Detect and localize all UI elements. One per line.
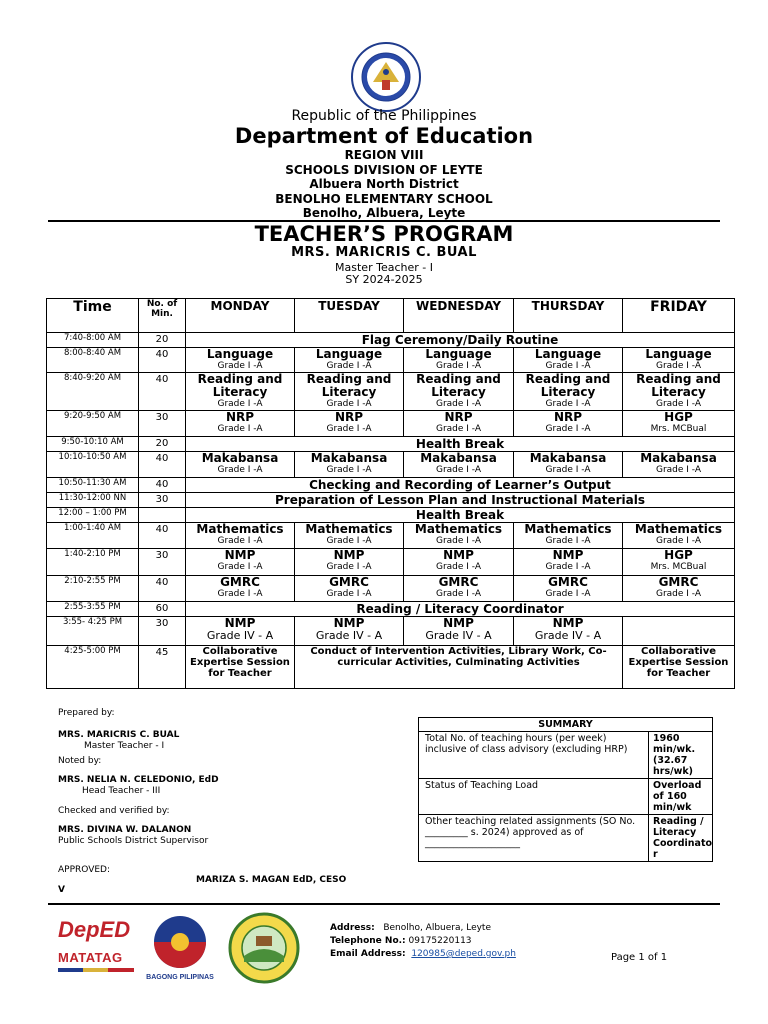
subject-label: GMRC (329, 575, 369, 589)
day-cell (404, 373, 514, 411)
summary-row (419, 779, 713, 815)
day-cell (295, 373, 404, 411)
region-label: REGION VIII (344, 148, 424, 162)
minutes-cell: 30 (139, 549, 186, 576)
subject-label: Reading and Literacy (636, 372, 721, 399)
grade-label: Grade I -A (435, 465, 482, 475)
subject-label: Mathematics (524, 522, 612, 536)
time-cell: 8:40-9:20 AM (47, 373, 139, 411)
day-cell (623, 348, 735, 373)
grade-label: Grade IV - A (315, 629, 383, 642)
time-cell: 4:25-5:00 PM (47, 646, 139, 689)
subject-label: Makabansa (420, 451, 497, 465)
footer-email-link[interactable]: 120985@deped.gov.ph (411, 949, 516, 959)
bagong-pilipinas-emblem (144, 915, 216, 969)
day-cell (186, 373, 295, 411)
time-cell: 1:00-1:40 AM (47, 523, 139, 549)
day-cell (404, 576, 514, 602)
minutes-cell: 60 (139, 602, 186, 617)
day-cell (514, 523, 623, 549)
subject-label: Mathematics (634, 522, 723, 536)
activity-span-cell: Health Break (186, 437, 735, 452)
subject-label: Reading and Literacy (197, 372, 283, 399)
activity-span-cell: Checking and Recording of Learner’s Output (186, 478, 735, 493)
subject-label: HGP (664, 548, 693, 562)
summary-value: Overload of 160 min/wk (649, 779, 713, 815)
grade-label: Grade I -A (545, 465, 591, 475)
time-cell: 8:00-8:40 AM (47, 348, 139, 373)
subject-label: Reading and Literacy (525, 372, 611, 399)
col-min: No. of Min. (139, 299, 186, 333)
day-cell (186, 549, 295, 576)
day-cell (404, 452, 514, 478)
minutes-cell: 45 (139, 646, 186, 689)
grade-label: Grade I -A (435, 424, 482, 434)
collab-cell: Collaborative Expertise Session for Teacher (623, 646, 735, 689)
table-row (47, 452, 735, 478)
school-label: BENOLHO ELEMENTARY SCHOOL (275, 191, 493, 206)
grade-label: Grade I -A (655, 536, 702, 546)
summary-value: 1960 min/wk. (32.67 hrs/wk) (649, 732, 713, 779)
prepared-label: Prepared by: (58, 708, 115, 718)
grade-label: Grade I -A (326, 562, 372, 572)
grade-label: Grade I -A (655, 361, 702, 371)
table-row (47, 576, 735, 602)
subject-label: Makabansa (201, 451, 279, 465)
grade-label: Grade I -A (435, 589, 482, 599)
minutes-cell: 40 (139, 478, 186, 493)
col-friday: FRIDAY (623, 299, 735, 333)
subject-label: Makabansa (640, 451, 717, 465)
footer-email-label: Email Address: (330, 949, 406, 959)
subject-label: Makabansa (529, 451, 607, 465)
grade-label: Grade I -A (326, 399, 372, 409)
day-cell (295, 523, 404, 549)
summary-label: Status of Teaching Load (419, 779, 649, 815)
day-cell (514, 411, 623, 437)
subject-label: NRP (553, 410, 583, 424)
grade-label: Grade I -A (545, 424, 591, 434)
summary-table (418, 717, 713, 862)
school-seal-logo (228, 912, 300, 984)
time-cell: 2:55-3:55 PM (47, 602, 139, 617)
subject-label: NMP (224, 616, 256, 630)
grade-label: Grade I -A (545, 399, 591, 409)
minutes-cell: 20 (139, 437, 186, 452)
day-cell (186, 576, 295, 602)
day-cell (623, 373, 735, 411)
day-cell (404, 348, 514, 373)
subject-label: Language (315, 347, 383, 361)
teacher-name: MRS. MARICRIS C. BUAL (291, 245, 477, 260)
school-year: SY 2024-2025 (345, 273, 423, 286)
table-row (47, 411, 735, 437)
time-cell: 10:50-11:30 AM (47, 478, 139, 493)
footer-phone-label: Telephone No.: (330, 936, 406, 946)
grade-label: Mrs. MCBual (650, 424, 707, 434)
subject-label: NMP (224, 548, 256, 562)
activity-span-cell: Preparation of Lesson Plan and Instructional Materials (186, 493, 735, 508)
grade-label: Grade I -A (326, 361, 372, 371)
day-cell (514, 452, 623, 478)
day-cell (623, 617, 735, 646)
matatag-wordmark: MATATAG (58, 950, 123, 965)
table-row (47, 373, 735, 411)
approved-mark: V (58, 885, 65, 895)
footer-phone (330, 935, 472, 947)
minutes-cell: 40 (139, 452, 186, 478)
col-monday: MONDAY (186, 299, 295, 333)
activity-span-cell: Flag Ceremony/Daily Routine (186, 333, 735, 348)
subject-label: NMP (443, 616, 474, 630)
table-row (47, 549, 735, 576)
subject-label: NMP (552, 616, 584, 630)
grade-label: Grade I -A (545, 562, 591, 572)
district-label: Albuera North District (309, 177, 459, 191)
minutes-cell: 40 (139, 373, 186, 411)
time-cell: 1:40-2:10 PM (47, 549, 139, 576)
day-cell (514, 348, 623, 373)
republic-label: Republic of the Philippines (291, 108, 477, 124)
footer-address (330, 922, 491, 934)
day-cell (623, 452, 735, 478)
subject-label: NMP (333, 616, 365, 630)
subject-label: Reading and Literacy (416, 372, 501, 399)
table-row (47, 617, 735, 646)
grade-label: Grade I -A (435, 361, 482, 371)
noted-label: Noted by: (58, 756, 102, 766)
subject-label: NMP (443, 548, 474, 562)
subject-label: NMP (333, 548, 365, 562)
deped-matatag-logo (58, 918, 134, 976)
minutes-cell: 40 (139, 523, 186, 549)
subject-label: Makabansa (310, 451, 388, 465)
subject-label: Mathematics (414, 522, 503, 536)
grade-label: Grade I -A (326, 589, 372, 599)
grade-label: Grade I -A (655, 399, 702, 409)
summary-row (419, 815, 713, 862)
subject-label: Language (206, 347, 274, 361)
grade-label: Grade I -A (217, 536, 263, 546)
subject-label: Mathematics (305, 522, 393, 536)
approved-name: MARIZA S. MAGAN EdD, CESO (196, 875, 347, 885)
noted-title: Head Teacher - III (82, 786, 161, 796)
schedule-table (46, 298, 735, 689)
noted-name: MRS. NELIA N. CELEDONIO, EdD (58, 775, 219, 785)
subject-label: Reading and Literacy (306, 372, 392, 399)
footer-address-label: Address: (330, 923, 375, 933)
summary-label: Other teaching related assignments (SO No. _________ s. 2024) approved as of ____________________ (419, 815, 649, 862)
summary-title: SUMMARY (419, 718, 713, 732)
subject-label: GMRC (658, 575, 699, 589)
day-cell (623, 576, 735, 602)
minutes-cell: 30 (139, 411, 186, 437)
footer-divider (48, 903, 720, 905)
day-cell (404, 523, 514, 549)
approved-label: APPROVED: (58, 865, 110, 875)
minutes-cell: 30 (139, 493, 186, 508)
day-cell (514, 576, 623, 602)
time-cell: 9:20-9:50 AM (47, 411, 139, 437)
day-cell (514, 549, 623, 576)
day-cell (295, 411, 404, 437)
checked-name: MRS. DIVINA W. DALANON (58, 825, 192, 835)
grade-label: Grade I -A (435, 562, 482, 572)
day-cell (514, 617, 623, 646)
grade-label: Grade I -A (435, 536, 482, 546)
grade-label: Grade I -A (217, 465, 263, 475)
table-row (47, 493, 735, 508)
day-cell (186, 523, 295, 549)
prepared-name: MRS. MARICRIS C. BUAL (58, 730, 180, 740)
day-cell (186, 348, 295, 373)
checked-label: Checked and verified by: (58, 806, 170, 816)
day-cell (186, 452, 295, 478)
page-number: Page 1 of 1 (611, 952, 668, 963)
day-cell (295, 452, 404, 478)
day-cell (514, 373, 623, 411)
time-cell: 10:10-10:50 AM (47, 452, 139, 478)
activity-span-cell: Health Break (186, 508, 735, 523)
footer-phone-value: 09175220113 (408, 936, 472, 946)
summary-row (419, 732, 713, 779)
time-cell: 9:50-10:10 AM (47, 437, 139, 452)
grade-label: Grade I -A (326, 536, 372, 546)
grade-label: Grade I -A (217, 399, 263, 409)
page-title: TEACHER’S PROGRAM (254, 222, 514, 246)
minutes-cell: 40 (139, 348, 186, 373)
table-row (47, 646, 735, 689)
table-row (47, 478, 735, 493)
grade-label: Grade I -A (545, 589, 591, 599)
subject-label: Language (425, 347, 492, 361)
col-tuesday: TUESDAY (295, 299, 404, 333)
footer-address-value: Benolho, Albuera, Leyte (383, 923, 492, 933)
collab-cell: Collaborative Expertise Session for Teacher (186, 646, 295, 689)
subject-label: NRP (334, 410, 364, 424)
activity-span-cell: Reading / Literacy Coordinator (186, 602, 735, 617)
subject-label: GMRC (220, 575, 260, 589)
day-cell (404, 617, 514, 646)
footer-email (330, 948, 516, 960)
table-row (47, 437, 735, 452)
summary-value: Reading / Literacy Coordinato r (649, 815, 713, 862)
time-cell: 3:55- 4:25 PM (47, 617, 139, 646)
bagong-pilipinas-label: BAGONG PILIPINAS (146, 974, 214, 981)
day-cell (295, 617, 404, 646)
intervention-cell: Conduct of Intervention Activities, Library Work, Co-curricular Activities, Culminating Activities (295, 646, 623, 689)
table-row (47, 523, 735, 549)
grade-label: Grade IV - A (206, 629, 274, 642)
table-row (47, 333, 735, 348)
minutes-cell: 20 (139, 333, 186, 348)
grade-label: Grade I -A (545, 361, 591, 371)
day-cell (295, 348, 404, 373)
time-cell: 11:30-12:00 NN (47, 493, 139, 508)
subject-label: NRP (444, 410, 473, 424)
summary-label: Total No. of teaching hours (per week) inclusive of class advisory (excluding HRP) (419, 732, 649, 779)
col-thursday: THURSDAY (514, 299, 623, 333)
time-cell: 2:10-2:55 PM (47, 576, 139, 602)
subject-label: Language (534, 347, 602, 361)
division-label: SCHOOLS DIVISION OF LEYTE (285, 162, 483, 177)
day-cell (404, 549, 514, 576)
table-row (47, 508, 735, 523)
subject-label: GMRC (548, 575, 588, 589)
checked-title: Public Schools District Supervisor (58, 836, 209, 846)
deped-wordmark: DepED (58, 917, 131, 942)
day-cell (186, 411, 295, 437)
address-label: Benolho, Albuera, Leyte (302, 206, 466, 220)
col-time: Time (47, 299, 139, 333)
teacher-position: Master Teacher - I (335, 261, 433, 274)
header-lines (0, 148, 768, 221)
grade-label: Grade I -A (326, 465, 372, 475)
subject-label: Language (645, 347, 712, 361)
table-row (47, 602, 735, 617)
grade-label: Grade I -A (217, 562, 263, 572)
deped-seal-logo (351, 42, 421, 112)
subject-label: NRP (225, 410, 255, 424)
day-cell (295, 549, 404, 576)
subject-label: HGP (664, 410, 693, 424)
day-cell (623, 411, 735, 437)
grade-label: Grade IV - A (425, 629, 492, 642)
day-cell (623, 549, 735, 576)
day-cell (623, 523, 735, 549)
minutes-cell: 40 (139, 576, 186, 602)
grade-label: Grade I -A (326, 424, 372, 434)
grade-label: Grade I -A (545, 536, 591, 546)
department-label: Department of Education (234, 124, 534, 148)
grade-label: Grade I -A (655, 589, 702, 599)
subject-label: Mathematics (196, 522, 284, 536)
grade-label: Grade I -A (655, 465, 702, 475)
grade-label: Grade I -A (435, 399, 482, 409)
col-wednesday: WEDNESDAY (404, 299, 514, 333)
subject-label: NMP (552, 548, 584, 562)
subject-label: GMRC (438, 575, 479, 589)
grade-label: Grade I -A (217, 361, 263, 371)
grade-label: Grade I -A (217, 424, 263, 434)
bagong-pilipinas-logo (144, 915, 216, 981)
minutes-cell (139, 508, 186, 523)
table-row (47, 348, 735, 373)
grade-label: Mrs. MCBual (650, 562, 707, 572)
grade-label: Grade I -A (217, 589, 263, 599)
time-cell: 7:40-8:00 AM (47, 333, 139, 348)
prepared-title: Master Teacher - I (84, 741, 165, 751)
day-cell (404, 411, 514, 437)
time-cell: 12:00 – 1:00 PM (47, 508, 139, 523)
minutes-cell: 30 (139, 617, 186, 646)
table-header-row (47, 299, 735, 333)
day-cell (295, 576, 404, 602)
day-cell (186, 617, 295, 646)
grade-label: Grade IV - A (534, 629, 602, 642)
